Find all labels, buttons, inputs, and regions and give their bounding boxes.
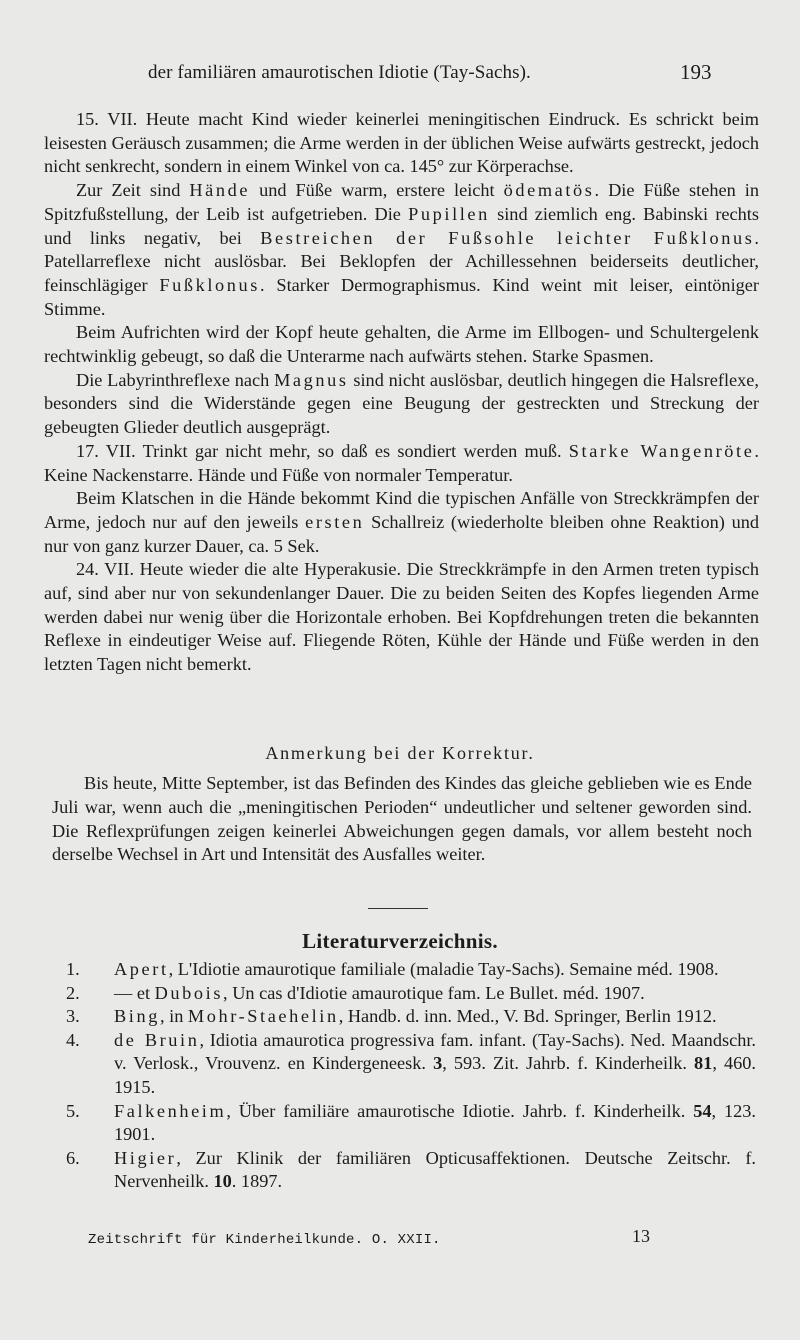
case-report-text xyxy=(44,108,759,677)
anmerkung-text xyxy=(52,772,752,867)
volume-number: 81 xyxy=(694,1053,713,1074)
spaced-emphasis: ersten xyxy=(305,511,365,532)
reference-item xyxy=(62,958,756,982)
spaced-emphasis: Bing xyxy=(114,1006,160,1027)
reference-number: 4. xyxy=(66,1029,80,1050)
reference-list xyxy=(62,958,756,1194)
reference-number: 1. xyxy=(66,959,80,979)
text-run: , Zur Klinik der familiären Opticusaffektionen. Deutsche Zeitschr. f. Nervenheilk. xyxy=(114,1147,756,1192)
spaced-emphasis: Apert xyxy=(114,959,169,979)
text-run: . Starker Dermographismus. Kind weint mit leiser, eintöniger Stimme. xyxy=(44,274,759,319)
anmerkung-heading: Anmerkung bei der Korrektur. xyxy=(265,743,535,763)
anmerkung-paragraph: Bis heute, Mitte September, ist das Befinden des Kindes das gleiche geblieben wie es Ende Juli war, wenn auch die „meningitischen Perioden“ undeutlicher und seltener geworden sind. Die Reflexprüfungen zeigen keinerlei Abweichungen gegen damals, vor allem besteht noch derselbe Wechsel in Art und Intensität des Ausfalles weiter. xyxy=(52,773,752,865)
spaced-emphasis: Dubois xyxy=(154,982,224,1003)
section-divider xyxy=(368,908,428,909)
text-run: , 460. 1915. xyxy=(114,1053,756,1097)
body-paragraph xyxy=(44,558,759,677)
text-run: und Füße warm, erstere leicht xyxy=(250,180,504,201)
text-run: . 1897. xyxy=(231,1171,283,1192)
spaced-emphasis: de Bruin xyxy=(114,1029,200,1050)
text-run: , L'Idiotie amaurotique familiale (maladie Tay-Sachs). Semaine méd. 1908. xyxy=(168,959,719,979)
text-run: . Die Füße stehen in Spitzfußstellung, der Leib ist aufgetrieben. Die xyxy=(44,180,759,224)
spaced-emphasis: Mohr-Staehelin xyxy=(187,1006,339,1027)
journal-footer: Zeitschrift für Kinderheilkunde. O. XXII. xyxy=(88,1232,441,1248)
reference-item xyxy=(62,1147,756,1194)
spaced-emphasis: Magnus xyxy=(274,369,349,390)
signature-mark: 13 xyxy=(632,1226,650,1246)
text-run: Schallreiz (wiederholte bleiben ohne Reaktion) und nur von ganz kurzer Dauer, ca. 5 Sek. xyxy=(44,511,760,556)
text-run: , Un cas d'Idiotie amaurotique fam. Le Bullet. méd. 1907. xyxy=(223,982,645,1003)
spaced-emphasis: Hände xyxy=(189,180,251,201)
spaced-emphasis: Higier xyxy=(114,1147,177,1168)
reference-number: 3. xyxy=(66,1006,80,1027)
page-number: 193 xyxy=(680,60,712,84)
volume-number: 3 xyxy=(433,1053,443,1074)
text-run: 15. VII. Heute macht Kind wieder keinerlei meningitischen Eindruck. Es schrickt beim leisesten Geräusch zusammen; die Arme werden in der üblichen Weise aufwärts gestreckt, jedoch nicht senkrecht, sondern in einem Winkel von ca. 145° zur Körperachse. xyxy=(44,109,759,177)
literature-heading: Literaturverzeichnis. xyxy=(302,929,498,953)
text-run: sind ziemlich eng. Babinski rechts und links negativ, bei xyxy=(44,203,759,248)
text-run: sind nicht auslösbar, deutlich hingegen die Halsreflexe, besonders sind die Widerstände gegen eine Beugung der gestreckten und Streckung der gebeugten Glieder deutlich ausgeprägt. xyxy=(44,369,759,438)
text-run: , Über familiäre amaurotische Idiotie. Jahrb. f. Kinderheilk. xyxy=(226,1100,694,1121)
spaced-emphasis: ödematös xyxy=(503,180,595,201)
body-paragraph xyxy=(44,179,759,321)
running-title: der familiären amaurotischen Idiotie (Tay-Sachs). xyxy=(148,62,531,83)
reference-item xyxy=(62,1100,756,1147)
text-run: Die Labyrinthreflexe nach xyxy=(76,369,275,390)
body-paragraph xyxy=(44,321,759,368)
running-header xyxy=(0,62,800,92)
body-paragraph xyxy=(44,440,759,487)
text-run: 24. VII. Heute wieder die alte Hyperakusie. Die Streckkrämpfe in den Armen treten typisch auf, sind aber nur von sekundenlanger Dauer. Die zu beiden Seiten des Kopfes liegenden Arme werden dabei nur wenig über die Horizontale erhoben. Bei Kopfdrehungen treten die bekannten Reflexe in eindeutiger Weise auf. Fliegende Röten, Kühle der Hände und Füße werden in den letzten Tagen nicht bemerkt. xyxy=(44,559,759,675)
body-paragraph xyxy=(44,108,759,179)
text-run: . Keine Nackenstarre. Hände und Füße von normaler Temperatur. xyxy=(44,440,759,485)
spaced-emphasis: Fußklonus xyxy=(159,274,260,295)
text-run: , 123. 1901. xyxy=(114,1100,756,1145)
text-run: , 593. Zit. Jahrb. f. Kinderheilk. xyxy=(442,1053,695,1074)
reference-number: 6. xyxy=(66,1147,80,1168)
spaced-emphasis: Bestreichen der Fußsohle leichter Fußklonus xyxy=(260,227,755,248)
body-paragraph xyxy=(44,369,759,440)
text-run: . Patellarreflexe nicht auslösbar. Bei Beklopfen der Achillessehnen beiderseits deutlicher, feinschlägiger xyxy=(44,227,759,295)
volume-number: 54 xyxy=(693,1100,712,1121)
text-run: , in xyxy=(159,1006,188,1027)
spaced-emphasis: Falkenheim xyxy=(114,1100,227,1121)
volume-number: 10 xyxy=(213,1171,232,1192)
reference-item xyxy=(62,1005,756,1029)
text-run: — et xyxy=(114,982,155,1003)
text-run: Beim Aufrichten wird der Kopf heute gehalten, die Arme im Ellbogen- und Schultergelenk rechtwinklig gebeugt, so daß die Unterarme nach aufwärts stehen. Starke Spasmen. xyxy=(44,322,759,367)
spaced-emphasis: Starke Wangenröte xyxy=(568,440,755,461)
text-run: 17. VII. Trinkt gar nicht mehr, so daß es sondiert werden muß. xyxy=(76,440,569,461)
text-run: Zur Zeit sind xyxy=(76,180,190,201)
reference-number: 2. xyxy=(66,982,80,1003)
body-paragraph xyxy=(44,487,759,558)
reference-item xyxy=(62,1029,756,1100)
text-run: , Idiotia amaurotica progressiva fam. infant. (Tay-Sachs). Ned. Maandschr. v. Verlosk., Vrouvenz. en Kindergeneesk. xyxy=(114,1029,756,1074)
reference-item xyxy=(62,982,756,1006)
reference-number: 5. xyxy=(66,1100,80,1121)
text-run: Beim Klatschen in die Hände bekommt Kind die typischen Anfälle von Streckkrämpfen der Arme, jedoch nur auf den jeweils xyxy=(44,488,759,532)
text-run: , Handb. d. inn. Med., V. Bd. Springer, Berlin 1912. xyxy=(338,1006,717,1027)
spaced-emphasis: Pupillen xyxy=(408,203,490,224)
